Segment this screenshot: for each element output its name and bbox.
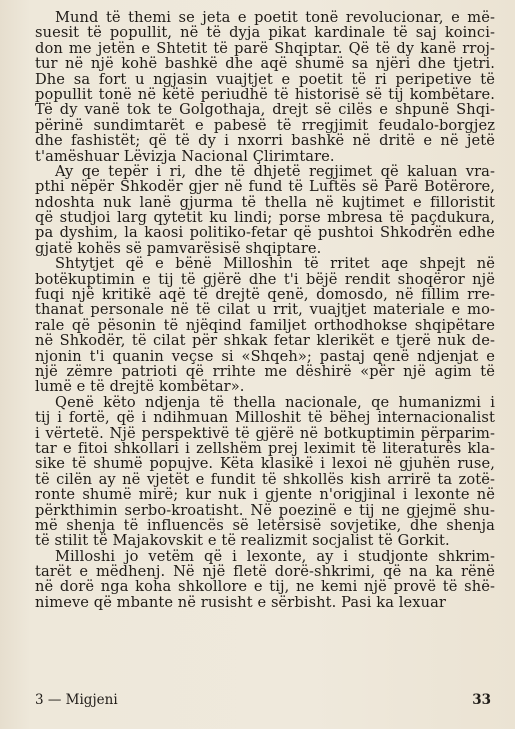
text-line: tarët e mëdhenj. Në një fletë dorë-shkrimi, që na ka rënë bbox=[35, 564, 495, 580]
text-line: pa dyshim, la kaosi politiko-fetar që pushtoi Shkodrën edhe bbox=[35, 225, 495, 241]
text-line: Të dy vanë tok te Golgothaja, drejt së cilës e shpunë Shqi- bbox=[35, 102, 495, 118]
text-line: sike të shumë popujve. Këta klasikë i lexoi në gjuhën ruse, bbox=[35, 456, 495, 472]
paragraph bbox=[35, 10, 495, 164]
page-footer bbox=[35, 692, 491, 708]
text-line: gjatë kohës së pamvarësisë shqiptare. bbox=[35, 240, 322, 257]
text-line: ndoshta nuk lanë gjurma të thella në kujtimet e filloristit bbox=[35, 194, 495, 211]
text-line: popullit tonë në këtë periudhë të historisë së tij kombëtare. bbox=[35, 86, 495, 103]
text-line: Mund të themi se jeta e poetit tonë revolucionar, e më- bbox=[55, 10, 495, 26]
text-line: përkthimin serbo-kroatisht. Në poezinë e tij ne gjejmë shu- bbox=[35, 502, 495, 518]
body-text bbox=[35, 10, 495, 610]
text-line: tar e fitoi shkollari i zellshëm prej leximit të literaturës kla- bbox=[35, 440, 495, 457]
text-line: më shenja të influencës së letërsisë sovjetike, dhe shenja bbox=[35, 517, 495, 534]
text-line: që studjoi larg qytetit ku lindi; porse mbresa të paçdukura, bbox=[35, 210, 495, 226]
page-number: 33 bbox=[472, 692, 491, 708]
text-line: Shtytjet që e bënë Milloshin të rritet aqe shpejt në bbox=[55, 256, 495, 272]
text-line: t'amëshuar Lëvizja Nacional Çlirimtare. bbox=[35, 148, 335, 164]
text-line: i vërtetë. Një perspektivë të gjërë në botkuptimin përparim- bbox=[35, 425, 495, 441]
text-line: Dhe sa fort u ngjasin vuajtjet e poetit të ri peripetive të bbox=[35, 71, 495, 87]
text-line: tur në një kohë bashkë dhe aqë shumë sa njëri dhe tjetri. bbox=[35, 56, 495, 72]
text-line: Milloshi jo vetëm që i lexonte, ay i studjonte shkrim- bbox=[55, 548, 495, 565]
text-line: të stilit të Majakovskit e të realizmit socjalist të Gorkit. bbox=[35, 533, 450, 549]
footer-signature: 3 — Migjeni bbox=[35, 692, 118, 708]
text-line: don me jetën e Shtetit të parë Shqiptar. Që të dy kanë rroj- bbox=[35, 40, 495, 57]
text-line: në Shkodër, të cilat për shkak fetar klerikët e tjerë nuk de- bbox=[35, 333, 495, 349]
text-line: një zëmre patrioti që rrihte me dëshirë «për një agim të bbox=[35, 363, 495, 380]
text-line: lumë e të drejtë kombëtar». bbox=[35, 379, 245, 395]
text-line: nimeve që mbante në rusisht e sërbisht. Pasi ka lexuar bbox=[35, 594, 446, 611]
paragraph bbox=[35, 256, 495, 395]
text-line: rale që pësonin të njëqind familjet orthodhokse shqipëtare bbox=[35, 317, 495, 334]
text-line: suesit të popullit, në të dyja pikat kardinale të saj koinci- bbox=[35, 25, 495, 41]
text-line: tij i fortë, që i ndihmuan Milloshit të bëhej internacionalist bbox=[35, 410, 495, 426]
paragraph bbox=[35, 164, 495, 256]
text-line: pthi nëpër Shkodër gjer në fund të Luftës së Parë Botërore, bbox=[35, 179, 495, 195]
text-line: ronte shumë mirë; kur nuk i gjente n'origjinal i lexonte në bbox=[35, 487, 495, 503]
text-line: fuqi një kritikë aqë të drejtë qenë, domosdo, në fillim rre- bbox=[35, 287, 495, 303]
text-line: njonin t'i quanin veçse si «Shqeh»; pastaj qenë ndjenjat e bbox=[35, 348, 495, 364]
text-line: të cilën ay në vjetët e fundit të shkollës kish arrirë ta zotë- bbox=[35, 471, 495, 488]
text-line: Ay qe tepër i ri, dhe të dhjetë regjimet që kaluan vra- bbox=[55, 163, 495, 180]
text-line: në dorë nga koha shkollore e tij, ne kemi një provë të shë- bbox=[35, 579, 495, 595]
text-line: dhe fashistët; që të dy i nxorri bashkë në dritë e në jetë bbox=[35, 133, 495, 149]
text-line: përinë sundimtarët e pabesë të rregjimit feudalo-borgjez bbox=[35, 117, 495, 134]
paragraph bbox=[35, 549, 495, 611]
paragraph bbox=[35, 395, 495, 549]
text-line: Qenë këto ndjenja të thella nacionale, qe humanizmi i bbox=[55, 394, 495, 411]
text-line: botëkuptimin e tij të gjërë dhe t'i bëjë rendit shoqëror një bbox=[35, 271, 495, 288]
text-line: thanat personale në të cilat u rrit, vuajtjet materiale e mo- bbox=[35, 302, 495, 318]
